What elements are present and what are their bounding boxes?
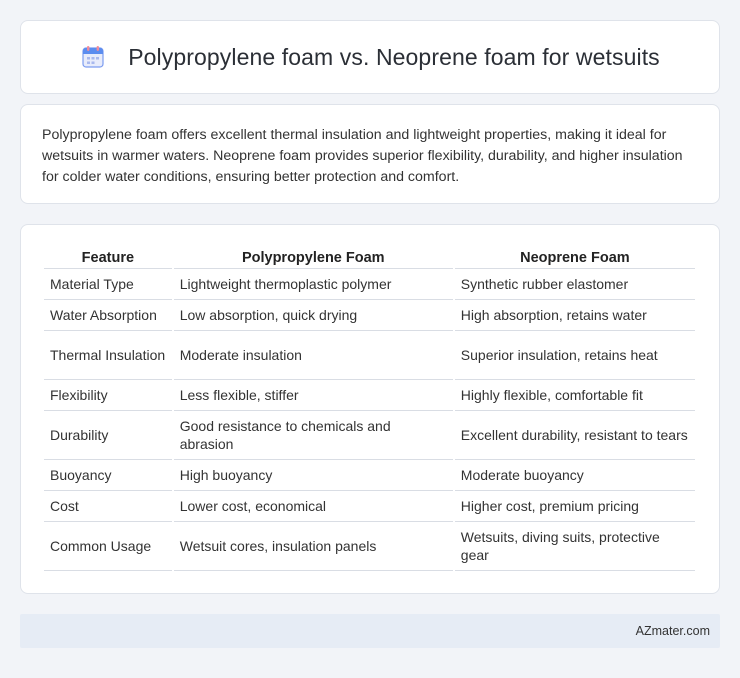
cell-polypropylene: Low absorption, quick drying	[174, 300, 453, 331]
header-polypropylene: Polypropylene Foam	[174, 247, 453, 269]
cell-neoprene: Highly flexible, comfortable fit	[455, 380, 695, 411]
cell-neoprene: Excellent durability, resistant to tears	[455, 411, 695, 460]
summary-text: Polypropylene foam offers excellent thermal insulation and lightweight properties, making it ideal for wetsuits in warmer waters. Neoprene foam provides superior flexibility, durability, and higher insulation for colder water conditions, ensuring better protection and comfort.	[42, 127, 683, 185]
header-neoprene: Neoprene Foam	[455, 247, 695, 269]
cell-feature: Cost	[44, 491, 172, 522]
table-row	[44, 269, 695, 300]
cell-polypropylene: Lightweight thermoplastic polymer	[174, 269, 453, 300]
table-header-row	[44, 247, 695, 269]
calendar-icon	[80, 44, 106, 70]
cell-neoprene: Synthetic rubber elastomer	[455, 269, 695, 300]
cell-polypropylene: High buoyancy	[174, 460, 453, 491]
footer-bar	[20, 614, 720, 648]
header-feature: Feature	[44, 247, 172, 269]
cell-feature: Water Absorption	[44, 300, 172, 331]
cell-feature: Material Type	[44, 269, 172, 300]
cell-polypropylene: Wetsuit cores, insulation panels	[174, 522, 453, 571]
cell-feature: Buoyancy	[44, 460, 172, 491]
table-row	[44, 331, 695, 380]
table-row	[44, 380, 695, 411]
footer-brand[interactable]: AZmater.com	[635, 624, 710, 638]
title-card	[20, 20, 720, 94]
table-row	[44, 522, 695, 571]
cell-neoprene: Higher cost, premium pricing	[455, 491, 695, 522]
comparison-table	[42, 247, 697, 571]
cell-feature: Flexibility	[44, 380, 172, 411]
cell-neoprene: High absorption, retains water	[455, 300, 695, 331]
table-row	[44, 411, 695, 460]
cell-feature: Thermal Insulation	[44, 331, 172, 380]
comparison-table-card	[20, 224, 720, 594]
cell-polypropylene: Less flexible, stiffer	[174, 380, 453, 411]
page-title: Polypropylene foam vs. Neoprene foam for wetsuits	[128, 43, 660, 70]
cell-feature: Common Usage	[44, 522, 172, 571]
cell-polypropylene: Moderate insulation	[174, 331, 453, 380]
cell-neoprene: Wetsuits, diving suits, protective gear	[455, 522, 695, 571]
table-row	[44, 300, 695, 331]
cell-neoprene: Superior insulation, retains heat	[455, 331, 695, 380]
table-row	[44, 460, 695, 491]
cell-polypropylene: Lower cost, economical	[174, 491, 453, 522]
cell-polypropylene: Good resistance to chemicals and abrasion	[174, 411, 453, 460]
summary-card	[20, 104, 720, 204]
cell-feature: Durability	[44, 411, 172, 460]
cell-neoprene: Moderate buoyancy	[455, 460, 695, 491]
table-row	[44, 491, 695, 522]
